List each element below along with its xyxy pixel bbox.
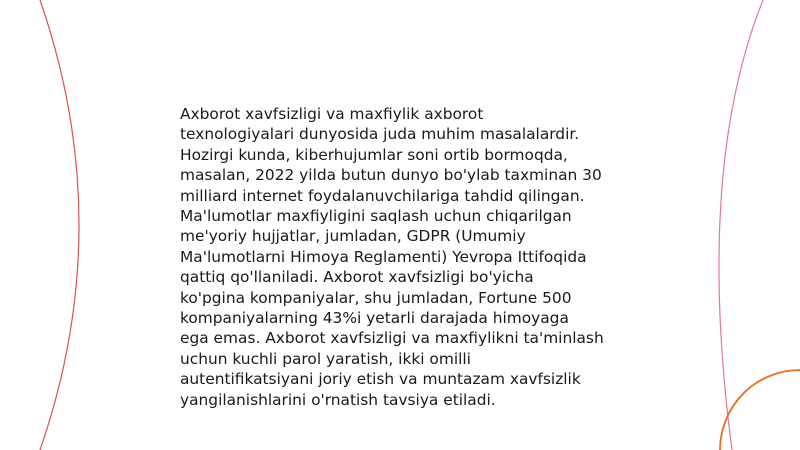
text-line: Ma'lumotlar maxfiyligini saqlash uchun chiqarilgan xyxy=(180,207,572,226)
corner-circle xyxy=(720,370,800,450)
text-line: ko'pgina kompaniyalar, shu jumladan, Fortune 500 xyxy=(180,288,572,307)
left-arc xyxy=(40,0,79,450)
body-text xyxy=(180,104,626,410)
text-line: milliard internet foydalanuvchilariga tahdid qilingan. xyxy=(180,186,585,205)
text-line: Axborot xavfsizligi va maxfiylik axborot xyxy=(180,105,484,123)
text-line: ega emas. Axborot xavfsizligi va maxfiylikni ta'minlash xyxy=(180,329,604,348)
text-line: me'yoriy hujjatlar, jumladan, GDPR (Umumiy xyxy=(180,227,526,246)
text-line: autentifikatsiyani joriy etish va muntazam xavfsizlik xyxy=(180,370,581,389)
text-line: uchun kuchli parol yaratish, ikki omilli xyxy=(180,349,471,368)
text-line: kompaniyalarning 43%i yetarli darajada himoyaga xyxy=(180,309,569,328)
text-line: masalan, 2022 yilda butun dunyo bo'ylab taxminan 30 xyxy=(180,166,602,185)
text-line: texnologiyalari dunyosida juda muhim masalalardir. xyxy=(180,125,580,144)
text-line: Hozirgi kunda, kiberhujumlar soni ortib bormoqda, xyxy=(180,145,568,164)
text-line: Ma'lumotlarni Himoya Reglamenti) Yevropa Ittifoqida xyxy=(180,247,587,266)
text-line: yangilanishlarini o'rnatish tavsiya etiladi. xyxy=(180,390,496,409)
text-line: qattiq qo'llaniladi. Axborot xavfsizligi bo'yicha xyxy=(180,268,534,287)
